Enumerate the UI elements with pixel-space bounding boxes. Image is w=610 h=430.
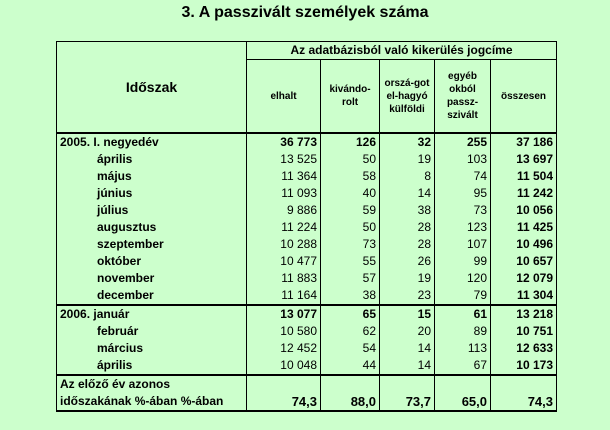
cell-egyeb: 79 (435, 287, 491, 305)
cell-elhalt: 10 477 (247, 253, 321, 270)
cell-orszagot_elhagyo: 15 (380, 305, 435, 323)
cell-elhalt: 10 288 (247, 236, 321, 253)
cell-kivandorolt: 65 (321, 305, 380, 323)
cell-osszesen: 11 304 (491, 287, 557, 305)
cell-elhalt: 13 525 (247, 151, 321, 168)
cell-egyeb: 107 (435, 236, 491, 253)
cell-osszesen: 10 173 (491, 357, 557, 375)
row-label: szeptember (57, 236, 247, 253)
cell-elhalt: 12 452 (247, 340, 321, 357)
cell-orszagot_elhagyo: 23 (380, 287, 435, 305)
table-row (57, 168, 557, 185)
cell-kivandorolt: 44 (321, 357, 380, 375)
cell-orszagot_elhagyo: 19 (380, 270, 435, 287)
cell-egyeb: 103 (435, 151, 491, 168)
cell-kivandorolt: 54 (321, 340, 380, 357)
cell-egyeb: 95 (435, 185, 491, 202)
row-label: augusztus (57, 219, 247, 236)
row-label: április (57, 151, 247, 168)
table-row (57, 305, 557, 323)
footer-label: Az előző év azonos időszakának %-ában %-ában (57, 375, 247, 411)
cell-kivandorolt: 58 (321, 168, 380, 185)
cell-elhalt: 11 093 (247, 185, 321, 202)
table-row (57, 287, 557, 305)
cell-osszesen: 11 242 (491, 185, 557, 202)
cell-kivandorolt: 57 (321, 270, 380, 287)
row-label: július (57, 202, 247, 219)
cell-egyeb: 67 (435, 357, 491, 375)
cell-kivandorolt: 59 (321, 202, 380, 219)
row-label: május (57, 168, 247, 185)
table-row (57, 323, 557, 340)
cell-egyeb: 73 (435, 202, 491, 219)
table-row (57, 185, 557, 202)
footer-cell-egyeb: 65,0 (435, 375, 491, 411)
cell-orszagot_elhagyo: 32 (380, 133, 435, 151)
row-label: október (57, 253, 247, 270)
cell-elhalt: 9 886 (247, 202, 321, 219)
row-label: 2005. I. negyedév (57, 133, 247, 151)
data-table (56, 41, 557, 412)
group-header: Az adatbázisból való kikerülés jogcíme (247, 42, 557, 60)
table-row (57, 151, 557, 168)
table-row (57, 133, 557, 151)
cell-elhalt: 10 580 (247, 323, 321, 340)
cell-egyeb: 99 (435, 253, 491, 270)
cell-egyeb: 61 (435, 305, 491, 323)
table-row (57, 340, 557, 357)
cell-orszagot_elhagyo: 28 (380, 236, 435, 253)
page-title: 3. A passzivált személyek száma (181, 4, 429, 21)
cell-elhalt: 11 224 (247, 219, 321, 236)
cell-kivandorolt: 50 (321, 219, 380, 236)
column-header-kivandorolt: kivándo-rolt (321, 60, 380, 134)
cell-orszagot_elhagyo: 14 (380, 185, 435, 202)
cell-egyeb: 120 (435, 270, 491, 287)
cell-elhalt: 11 164 (247, 287, 321, 305)
cell-kivandorolt: 62 (321, 323, 380, 340)
cell-kivandorolt: 38 (321, 287, 380, 305)
table-row (57, 236, 557, 253)
cell-egyeb: 74 (435, 168, 491, 185)
cell-egyeb: 255 (435, 133, 491, 151)
row-label: december (57, 287, 247, 305)
cell-elhalt: 13 077 (247, 305, 321, 323)
row-label: 2006. január (57, 305, 247, 323)
cell-kivandorolt: 126 (321, 133, 380, 151)
cell-egyeb: 89 (435, 323, 491, 340)
footer-row (57, 375, 557, 411)
column-header-egyeb: egyéb okból passz-szivált (435, 60, 491, 134)
cell-osszesen: 11 425 (491, 219, 557, 236)
cell-elhalt: 11 364 (247, 168, 321, 185)
cell-kivandorolt: 40 (321, 185, 380, 202)
cell-orszagot_elhagyo: 19 (380, 151, 435, 168)
cell-kivandorolt: 55 (321, 253, 380, 270)
table-row (57, 357, 557, 375)
cell-osszesen: 10 751 (491, 323, 557, 340)
table-row (57, 270, 557, 287)
cell-osszesen: 10 496 (491, 236, 557, 253)
footer-cell-kivandorolt: 88,0 (321, 375, 380, 411)
row-label: március (57, 340, 247, 357)
table-row (57, 253, 557, 270)
row-label: április (57, 357, 247, 375)
cell-egyeb: 123 (435, 219, 491, 236)
cell-orszagot_elhagyo: 20 (380, 323, 435, 340)
footer-cell-elhalt: 74,3 (247, 375, 321, 411)
cell-osszesen: 13 218 (491, 305, 557, 323)
column-header-orszagot_elhagyo: orszá-got el-hagyó külföldi (380, 60, 435, 134)
cell-osszesen: 12 079 (491, 270, 557, 287)
cell-elhalt: 36 773 (247, 133, 321, 151)
cell-orszagot_elhagyo: 26 (380, 253, 435, 270)
cell-kivandorolt: 50 (321, 151, 380, 168)
cell-elhalt: 11 883 (247, 270, 321, 287)
cell-osszesen: 13 697 (491, 151, 557, 168)
row-label: február (57, 323, 247, 340)
cell-orszagot_elhagyo: 14 (380, 357, 435, 375)
period-header: Időszak (57, 42, 247, 134)
cell-osszesen: 37 186 (491, 133, 557, 151)
cell-osszesen: 10 056 (491, 202, 557, 219)
cell-osszesen: 11 504 (491, 168, 557, 185)
cell-osszesen: 12 633 (491, 340, 557, 357)
cell-egyeb: 113 (435, 340, 491, 357)
cell-kivandorolt: 73 (321, 236, 380, 253)
cell-elhalt: 10 048 (247, 357, 321, 375)
cell-orszagot_elhagyo: 14 (380, 340, 435, 357)
column-header-osszesen: összesen (491, 60, 557, 134)
cell-osszesen: 10 657 (491, 253, 557, 270)
cell-orszagot_elhagyo: 38 (380, 202, 435, 219)
cell-orszagot_elhagyo: 8 (380, 168, 435, 185)
row-label: november (57, 270, 247, 287)
table-row (57, 202, 557, 219)
column-header-elhalt: elhalt (247, 60, 321, 134)
cell-orszagot_elhagyo: 28 (380, 219, 435, 236)
table-row (57, 219, 557, 236)
footer-cell-orszagot_elhagyo: 73,7 (380, 375, 435, 411)
footer-cell-osszesen: 74,3 (491, 375, 557, 411)
row-label: június (57, 185, 247, 202)
